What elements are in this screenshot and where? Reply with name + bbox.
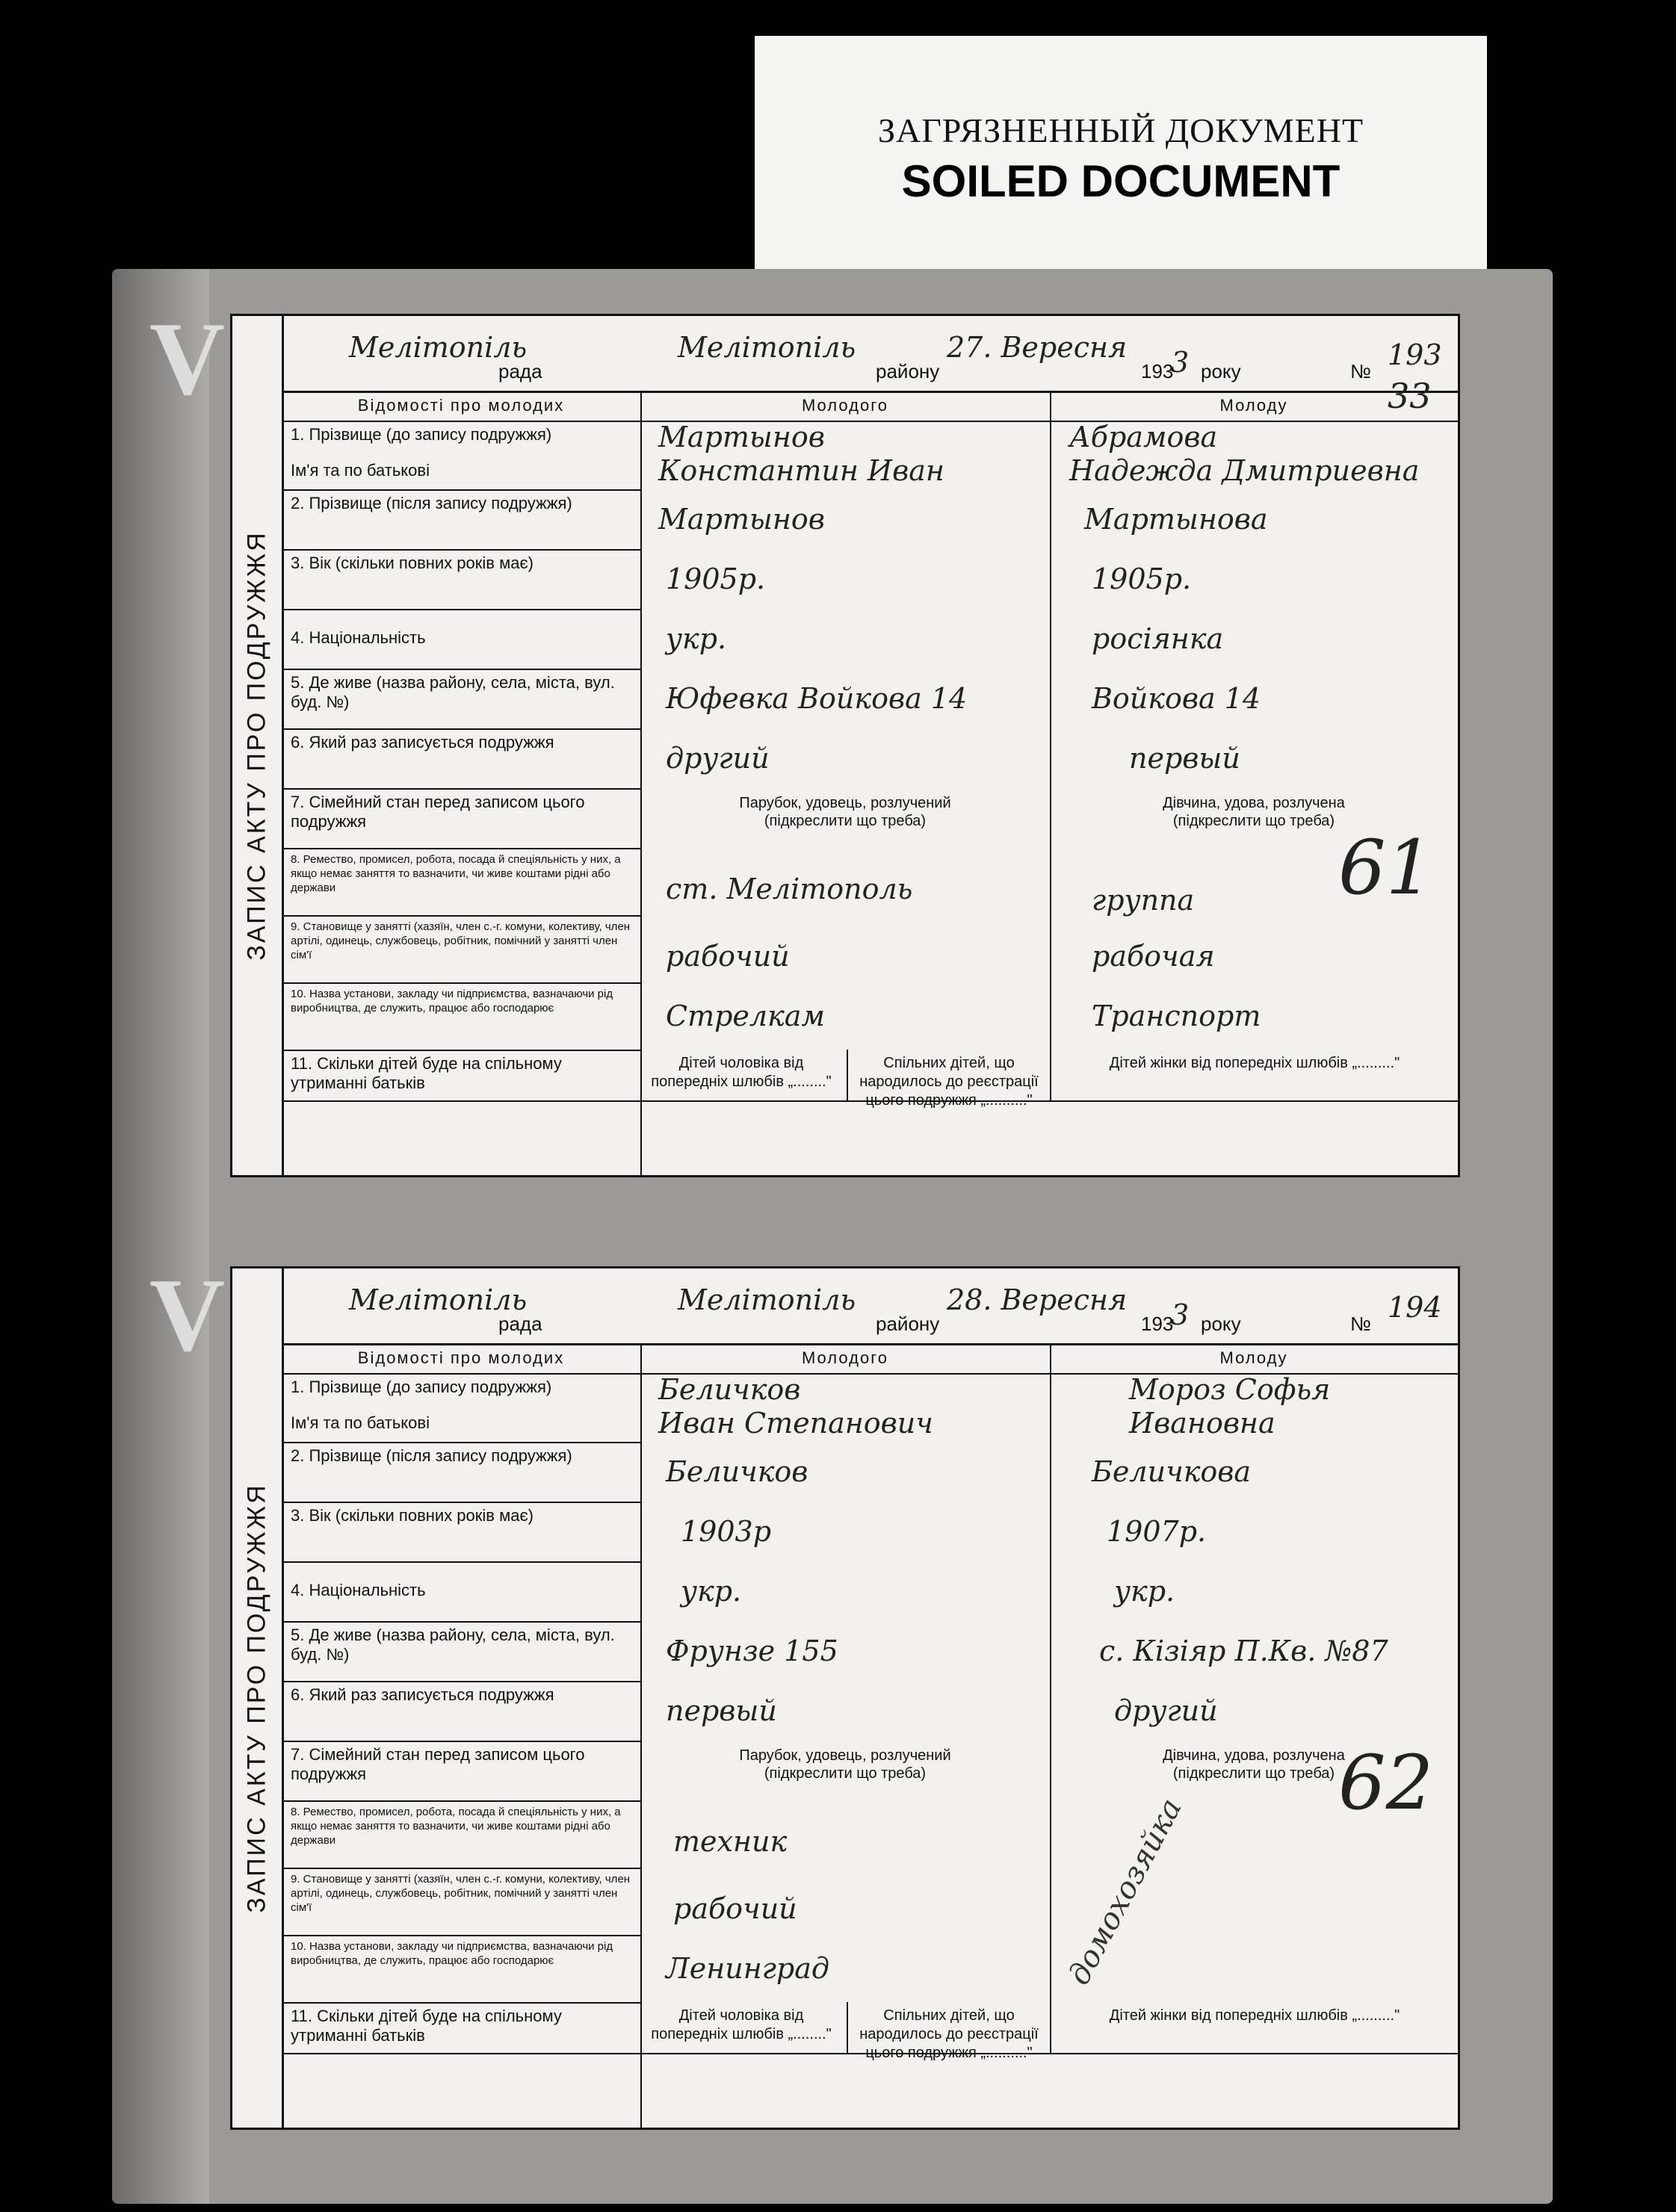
groom-surname: Беличков <box>658 1373 801 1406</box>
groom-address: Фрунзе 155 <box>666 1635 838 1667</box>
side-number: 61 <box>1338 824 1434 911</box>
record-number: 194 <box>1388 1291 1442 1324</box>
year-digit: 3 <box>1171 346 1190 379</box>
children-husband: Дітей чоловіка від попередніх шлюбів „........" <box>651 2007 832 2042</box>
bride-status-options: Дівчина, удова, розлучена <box>1163 795 1345 811</box>
corner-number: 33 <box>1388 376 1432 416</box>
bride-marriage-count: другий <box>1114 1694 1218 1727</box>
marriage-record: ЗАПИС АКТУ ПРО ПОДРУЖЖЯ Мелітопіль рада Мелітопіль району 27. Вересня 193 3 року № 193 33 Відомості про молодих Молодого Молоду 1. Прізвище (до запису подружжя) Ім'я та по батькові 2. Прізвище (після запису подружжя) 3. Вік (скільки повних років має) 4. Національність 5. Де живе (назва району, села, міста, вул. буд. №) 6. Який раз записується подружжя 7. Сімейний стан перед записом цього подружжя 8. Ремество, промисел, робота, посада й спеціяльність у них, а якщо немає заняття то вазначити, чи живе коштами рідні або держави 9. Становище у занятті (хазяїн, член с.-г. комуни, колективу, член артілі, одинець, службовець, робітник, помічний у занятті член сім'ї 10. Назва установи, закладу чи підприємства, вазначаючи рід виробництва, де служить, працює або господарює 11. Скільки дітей буде на спільному утриманні батьків Мартынов Константин Иван Абрамова Надежда Дмитриевна Мартынов Мартынова 1905р. 1905р. укр. росіянка Юфевка Войкова 14 Войкова 14 другий первый Парубок, удовець, розлучений (підкреслити що треба) Дівчина, удова, розлучена (підкреслити що треба) 61 ст. Мелітополь группа рабочий рабочая Стрелкам Транспорт Дітей чоловіка від попередніх шлюбів „........" Спільних дітей, що народилось до реєстрації цього подружжя „.........." Дітей жінки від попередніх шлюбів „........." <box>230 314 1460 1177</box>
side-caption: ЗАПИС АКТУ ПРО ПОДРУЖЖЯ <box>232 1268 284 2128</box>
side-caption: ЗАПИС АКТУ ПРО ПОДРУЖЖЯ <box>232 316 284 1175</box>
record-date: 27. Вересня <box>947 331 1128 364</box>
bride-status-options: Дівчина, удова, розлучена <box>1163 1747 1345 1764</box>
rada-name: Мелітопіль <box>349 1283 528 1316</box>
rayon-name: Мелітопіль <box>678 1283 856 1316</box>
groom-status-options: Парубок, удовець, розлучений <box>739 795 951 811</box>
record-header: Мелітопіль рада Мелітопіль району 28. Вересня 193 3 року № 194 <box>282 1268 1458 1345</box>
label-english: SOILED DOCUMENT <box>901 156 1341 206</box>
groom-marriage-count: другий <box>666 742 770 775</box>
bride-position: рабочая <box>1092 940 1215 973</box>
bride-new-surname: Мартынова <box>1084 503 1268 536</box>
bride-nationality: росіянка <box>1092 622 1224 655</box>
groom-occupation: техник <box>673 1825 788 1858</box>
bride-nationality: укр. <box>1114 1575 1175 1608</box>
groom-new-surname: Беличков <box>666 1455 808 1488</box>
groom-new-surname: Мартынов <box>658 503 825 536</box>
margin-check-mark: V <box>149 1257 226 1373</box>
groom-workplace: Стрелкам <box>666 1000 825 1032</box>
groom-surname: Мартынов <box>658 421 825 453</box>
groom-nationality: укр. <box>681 1575 742 1608</box>
groom-age: 1905р. <box>666 563 766 595</box>
groom-workplace: Ленинград <box>666 1952 830 1985</box>
groom-marriage-count: первый <box>666 1694 777 1727</box>
bride-occupation-diagonal: домохозяйка <box>1062 1793 1189 1991</box>
children-common: Спільних дітей, що народилось до реєстрації цього подружжя „.........." <box>859 1055 1039 1109</box>
record-number: 193 <box>1388 338 1442 371</box>
bride-address: Войкова 14 <box>1092 682 1261 715</box>
groom-nationality: укр. <box>666 622 727 655</box>
bride-name: Надежда Дмитриевна <box>1069 454 1420 487</box>
bride-age: 1907р. <box>1107 1515 1207 1548</box>
groom-position: рабочий <box>666 940 790 973</box>
bride-workplace: Транспорт <box>1092 1000 1261 1032</box>
children-common: Спільних дітей, що народилось до реєстрації цього подружжя „.........." <box>859 2007 1039 2061</box>
side-number: 62 <box>1338 1739 1434 1827</box>
bride-address: с. Кізіяр П.Кв. №87 <box>1099 1635 1388 1667</box>
groom-address: Юфевка Войкова 14 <box>666 682 968 715</box>
groom-occupation: ст. Мелітополь <box>666 873 913 905</box>
bride-occupation: группа <box>1092 884 1195 917</box>
bride-surname: Мороз Софья <box>1129 1373 1331 1406</box>
soiled-document-label <box>755 36 1487 290</box>
rada-name: Мелітопіль <box>349 331 528 364</box>
groom-status-options: Парубок, удовець, розлучений <box>739 1747 951 1764</box>
children-husband: Дітей чоловіка від попередніх шлюбів „........" <box>651 1055 832 1090</box>
rayon-name: Мелітопіль <box>678 331 856 364</box>
year-digit: 3 <box>1171 1298 1190 1331</box>
bride-surname: Абрамова <box>1069 421 1218 453</box>
record-date: 28. Вересня <box>947 1283 1128 1316</box>
bride-new-surname: Беличкова <box>1092 1455 1252 1488</box>
children-wife: Дітей жінки від попередніх шлюбів „........." <box>1109 1055 1400 1071</box>
groom-age: 1903р <box>681 1515 772 1548</box>
label-russian: ЗАГРЯЗНЕННЫЙ ДОКУМЕНТ <box>877 111 1364 149</box>
worn-page-edge <box>112 269 209 2204</box>
bride-marriage-count: первый <box>1129 742 1240 775</box>
bride-age: 1905р. <box>1092 563 1192 595</box>
groom-name: Иван Степанович <box>658 1407 933 1440</box>
record-header: Мелітопіль рада Мелітопіль району 27. Вересня 193 3 року № 193 33 <box>282 316 1458 393</box>
margin-check-mark: V <box>149 301 226 417</box>
groom-position: рабочий <box>673 1892 797 1925</box>
children-wife: Дітей жінки від попередніх шлюбів „........." <box>1109 2007 1400 2024</box>
groom-name: Константин Иван <box>658 454 944 487</box>
marriage-record: ЗАПИС АКТУ ПРО ПОДРУЖЖЯ Мелітопіль рада Мелітопіль району 28. Вересня 193 3 року № 194 Відомості про молодих Молодого Молоду 1. Прізвище (до запису подружжя) Ім'я та по батькові 2. Прізвище (після запису подружжя) 3. Вік (скільки повних років має) 4. Національність 5. Де живе (назва району, села, міста, вул. буд. №) 6. Який раз записується подружжя 7. Сімейний стан перед записом цього подружжя 8. Ремество, промисел, робота, посада й спеціяльність у них, а якщо немає заняття то вазначити, чи живе коштами рідні або держави 9. Становище у занятті (хазяїн, член с.-г. комуни, колективу, член артілі, одинець, службовець, робітник, помічний у занятті член сім'ї 10. Назва установи, закладу чи підприємства, вазначаючи рід виробництва, де служить, працює або господарює 11. Скільки дітей буде на спільному утриманні батьків Беличков Иван Степанович Мороз Софья Ивановна Беличков Беличкова 1903р 1907р. укр. укр. Фрунзе 155 с. Кізіяр П.Кв. №87 первый другий Парубок, удовець, розлучений (підкреслити що треба) Дівчина, удова, розлучена (підкреслити що треба) 62 техник рабочий Ленинград домохозяйка Дітей чоловіка від попередніх шлюбів „........" Спільних дітей, що народилось до реєстрації цього подружжя „.........." Дітей жінки від попередніх шлюбів „........." <box>230 1266 1460 2130</box>
bride-name: Ивановна <box>1129 1407 1275 1440</box>
